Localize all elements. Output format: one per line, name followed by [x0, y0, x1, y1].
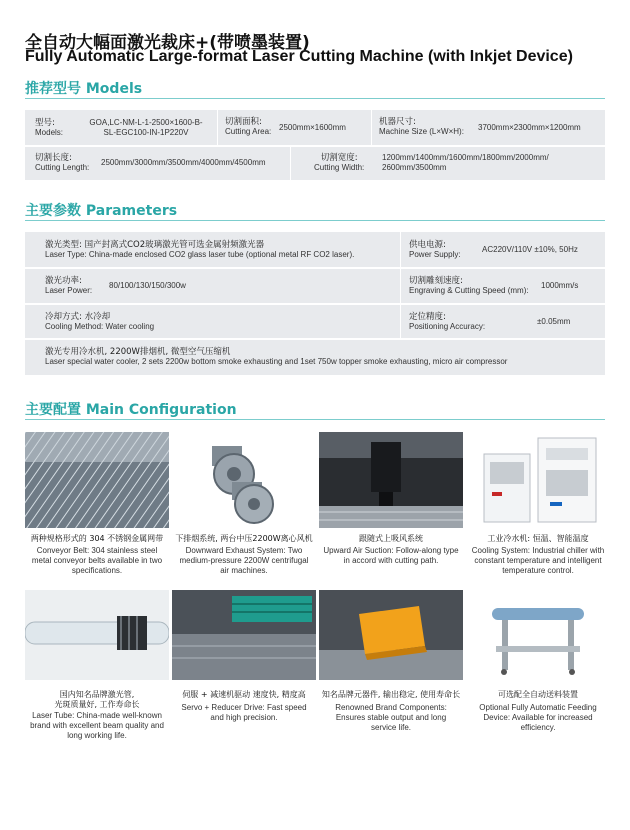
feeding-device-photo — [466, 590, 610, 680]
cutting-area-label: 切割面积: Cutting Area: — [225, 117, 272, 136]
component-module-icon — [319, 590, 463, 680]
laser-tube-photo — [25, 590, 169, 680]
mesh-belt-icon — [25, 432, 169, 528]
laser-tube-icon — [25, 590, 169, 680]
laser-type: 激光类型: 国产封离式CO2玻璃激光管可选金属射频激光器 Laser Type: China-made enclosed CO2 glass laser tube (optional metal RF CO2 laser). — [45, 240, 355, 259]
models-col-divider — [371, 110, 372, 145]
model-label: 型号: Models: — [35, 118, 64, 137]
parameters-table — [25, 232, 605, 375]
cutting-area-value: 2500mm×1600mm — [279, 123, 346, 132]
power-supply-label: 供电电源: Power Supply: — [409, 240, 461, 259]
water-chiller-icon — [466, 432, 610, 528]
exhaust-system-description: Downward Exhaust System: Two medium-pressure 2200W centrifugal air machines. — [179, 546, 309, 575]
models-row-divider — [25, 145, 605, 147]
parameters-divider — [25, 220, 605, 221]
power-supply-value: AC220V/110V ±10%, 50Hz — [482, 245, 578, 254]
cooling-system-description: Cooling System: Industrial chiller with constant temperature and intelligent temperature control. — [471, 546, 605, 575]
machine-size-value: 3700mm×2300mm×1200mm — [478, 123, 581, 132]
feeding-device-description: Optional Fully Automatic Feeding Device: Available for increased efficiency. — [479, 703, 597, 732]
feeding-device-title: 可选配全自动送料装置 — [498, 690, 578, 699]
parameters-row-divider — [25, 338, 605, 340]
centrifugal-fan-icon — [172, 432, 316, 528]
servo-drive-title: 伺服 + 减速机驱动 速度快, 精度高 — [182, 690, 306, 699]
speed-value: 1000mm/s — [541, 281, 579, 290]
parameters-row-divider — [25, 267, 605, 269]
parameters-heading: 主要参数 Parameters — [25, 203, 178, 219]
configuration-heading: 主要配置 Main Configuration — [25, 402, 237, 418]
title-chinese: 全自动大幅面激光裁床+(带喷墨装置) — [25, 33, 310, 53]
models-divider — [25, 98, 605, 99]
conveyor-belt-photo — [25, 432, 169, 528]
speed-label: 切割雕刻速度: Engraving & Cutting Speed (mm): — [409, 276, 529, 295]
laser-head-icon — [319, 432, 463, 528]
components-title: 知名品牌元器件, 输出稳定, 使用寿命长 — [321, 690, 461, 699]
chiller-photo — [466, 432, 610, 528]
exhaust-fan-photo — [172, 432, 316, 528]
laser-tube-description: Laser Tube: China-made well-known brand with excellent beam quality and long working life. — [30, 711, 164, 740]
machine-size-label: 机器尺寸: Machine Size (L×W×H): — [379, 117, 464, 136]
models-col-divider — [217, 110, 218, 145]
cutting-width-value: 1200mm/1400mm/1600mm/1800mm/2000mm/ 2600mm/3500mm — [382, 153, 549, 172]
models-col-divider — [290, 145, 291, 180]
model-value: GOA,LC-NM-L-1-2500×1600-B- SL-EGC100-IN-1P220V — [89, 118, 203, 137]
positioning-label: 定位精度: Positioning Accuracy: — [409, 312, 486, 331]
special-equipment: 激光专用冷水机, 2200W排烟机, 微型空气压缩机 Laser special water cooler, 2 sets 2200w bottom smoke exhausting and 1set 750w topper smoke exhausting, micro air compressor — [45, 347, 508, 366]
cooling-method: 冷却方式: 水冷却 Cooling Method: Water cooling — [45, 312, 155, 331]
cutting-width-label: 切割宽度: Cutting Width: — [314, 153, 365, 172]
servo-drive-photo — [172, 590, 316, 680]
parameters-row-divider — [25, 303, 605, 305]
laser-tube-title: 国内知名品牌激光管, 光斑质量好, 工作寿命长 — [54, 690, 140, 709]
configuration-divider — [25, 419, 605, 420]
servo-motor-icon — [172, 590, 316, 680]
conveyor-belt-title: 两种规格形式的 304 不锈钢金属网带 — [30, 534, 164, 543]
components-photo — [319, 590, 463, 680]
exhaust-system-title: 下排烟系统, 两台中压2200W离心风机 — [175, 534, 313, 543]
models-heading: 推荐型号 Models — [25, 81, 143, 97]
models-table — [25, 110, 605, 180]
cutting-length-label: 切割长度: Cutting Length: — [35, 153, 90, 172]
air-suction-description: Upward Air Suction: Follow-along type in accord with cutting path. — [323, 546, 459, 565]
positioning-value: ±0.05mm — [537, 317, 571, 326]
components-description: Renowned Brand Components: Ensures stable output and long service life. — [335, 703, 447, 732]
parameters-col-divider — [400, 232, 401, 338]
cooling-system-title: 工业冷水机: 恒温、智能温度 — [487, 534, 589, 543]
air-suction-title: 跟随式上吸风系统 — [359, 534, 423, 543]
title-english: Fully Automatic Large-format Laser Cutting Machine (with Inkjet Device) — [25, 48, 573, 65]
laser-power-value: 80/100/130/150/300w — [109, 281, 186, 290]
cutting-length-value: 2500mm/3000mm/3500mm/4000mm/4500mm — [101, 158, 266, 167]
air-suction-photo — [319, 432, 463, 528]
servo-drive-description: Servo + Reducer Drive: Fast speed and high precision. — [181, 703, 307, 722]
conveyor-belt-description: Conveyor Belt: 304 stainless steel metal conveyor belts available in two specifications. — [31, 546, 163, 575]
laser-power-label: 激光功率: Laser Power: — [45, 276, 93, 295]
feeding-device-icon — [466, 590, 610, 680]
